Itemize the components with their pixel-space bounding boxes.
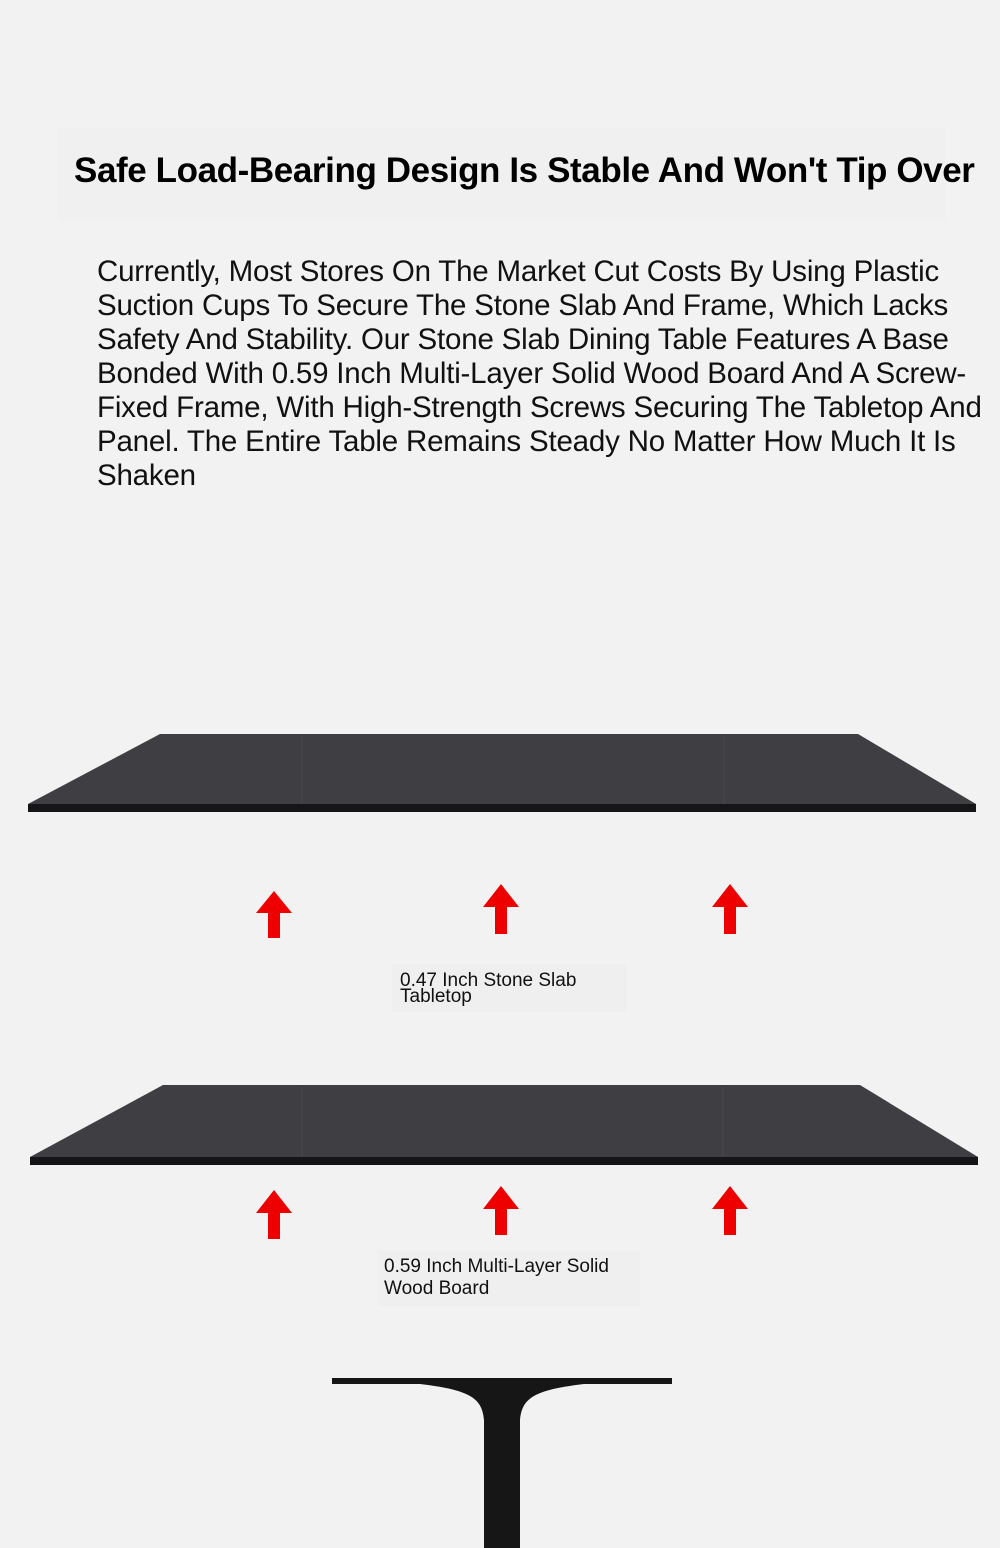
wood-board-label-line2: Wood Board bbox=[384, 1278, 490, 1299]
wood-board bbox=[30, 1085, 978, 1165]
stone-slab-label-line1: 0.47 Inch Stone Slab bbox=[400, 970, 577, 991]
upward-arrow-icon bbox=[256, 891, 292, 938]
headline: Safe Load-Bearing Design Is Stable And Won't Tip Over bbox=[74, 151, 975, 190]
upward-arrow-icon bbox=[483, 884, 519, 934]
stone-slab-label-line2: Tabletop bbox=[400, 986, 472, 1007]
wood-board-label bbox=[378, 1250, 640, 1306]
pedestal-base bbox=[332, 1378, 672, 1548]
upward-arrow-icon bbox=[256, 1190, 292, 1239]
description-text: Currently, Most Stores On The Market Cut Costs By Using Plastic Suction Cups To Secure The Stone Slab And Frame, Which Lacks Safety And Stability. Our Stone Slab Dining Table Features A Base Bonded With 0.59 Inch Multi-Layer Solid Wood Board And A Screw-Fixed Frame, With High-Strength Screws Securing The Tabletop And Panel. The Entire Table Remains Steady No Matter How Much It Is Shaken bbox=[97, 255, 982, 492]
wood-board-label-line1: 0.59 Inch Multi-Layer Solid bbox=[384, 1256, 609, 1277]
upward-arrow-icon bbox=[483, 1186, 519, 1235]
stone-slab-label bbox=[392, 964, 626, 1012]
stone-slab-tabletop bbox=[28, 734, 976, 812]
upward-arrow-icon bbox=[712, 1186, 748, 1235]
upward-arrow-icon bbox=[712, 884, 748, 934]
